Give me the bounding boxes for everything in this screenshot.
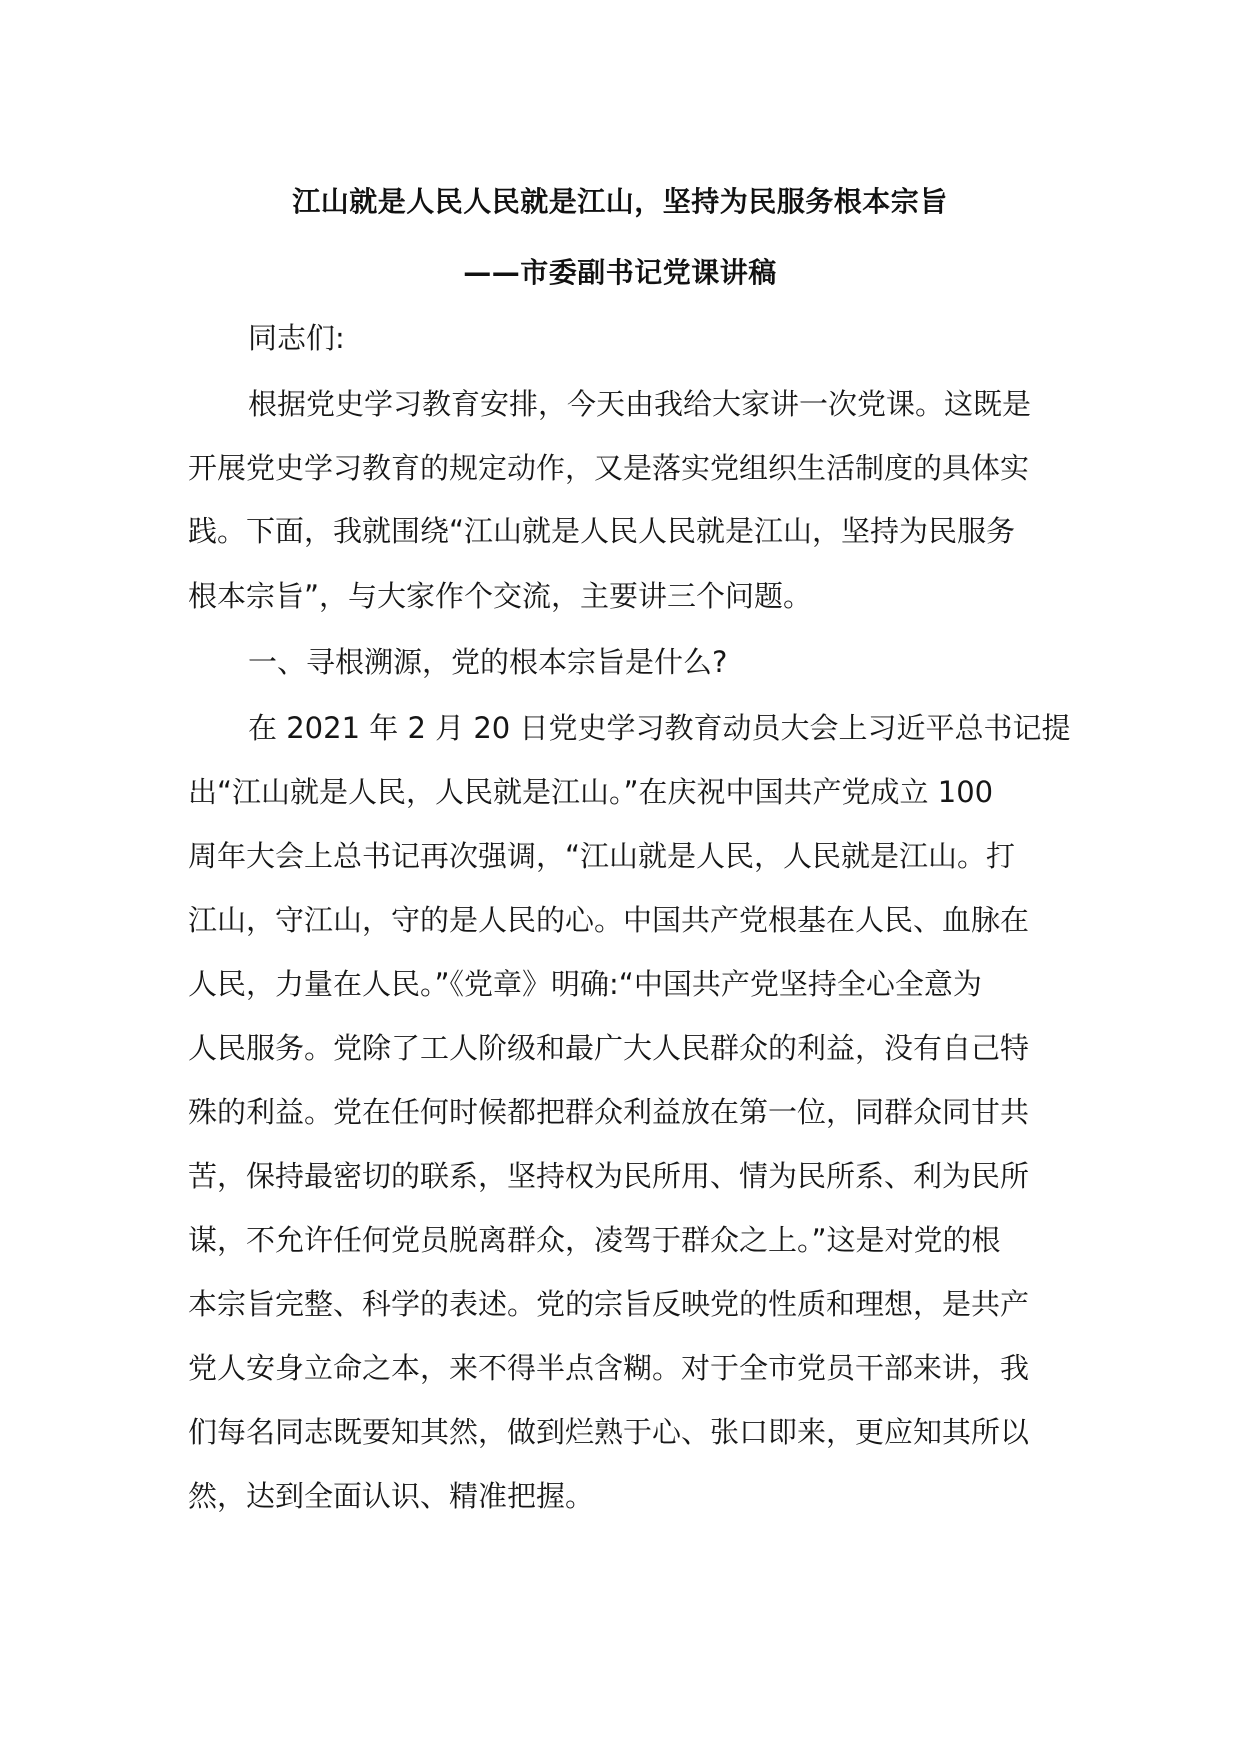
paragraph-line: 谋，不允许任何党员脱离群众，凌驾于群众之上。”这是对党的根 <box>188 1223 1001 1257</box>
paragraph-line: 践。下面，我就围绕“江山就是人民人民就是江山，坚持为民服务 <box>188 514 1016 548</box>
paragraph-line: 苦，保持最密切的联系，坚持权为民所用、情为民所系、利为民所 <box>188 1159 1030 1193</box>
paragraph-line: 本宗旨完整、科学的表述。党的宗旨反映党的性质和理想，是共产 <box>188 1287 1030 1321</box>
salutation-line: 同志们: <box>248 321 345 355</box>
paragraph-line: 根本宗旨”，与大家作个交流，主要讲三个问题。 <box>188 579 813 613</box>
paragraph-line: 们每名同志既要知其然，做到烂熟于心、张口即来，更应知其所以 <box>188 1415 1030 1449</box>
paragraph-line: 人民，力量在人民。”《党章》明确:“中国共产党坚持全心全意为 <box>188 967 982 1001</box>
document-subtitle: ——市委副书记党课讲稿 <box>463 256 777 289</box>
paragraph-line: 人民服务。党除了工人阶级和最广大人民群众的利益，没有自己特 <box>188 1031 1030 1065</box>
paragraph-line: 江山，守江山，守的是人民的心。中国共产党根基在人民、血脉在 <box>188 903 1030 937</box>
document-title: 江山就是人民人民就是江山，坚持为民服务根本宗旨 <box>292 185 948 218</box>
paragraph-line: 殊的利益。党在任何时候都把群众利益放在第一位，同群众同甘共 <box>188 1095 1030 1129</box>
section-heading: 一、寻根溯源，党的根本宗旨是什么? <box>248 645 728 679</box>
paragraph-line: 党人安身立命之本，来不得半点含糊。对于全市党员干部来讲，我 <box>188 1351 1030 1385</box>
paragraph-line: 根据党史学习教育安排，今天由我给大家讲一次党课。这既是 <box>248 387 1032 421</box>
paragraph-line: 开展党史学习教育的规定动作，又是落实党组织生活制度的具体实 <box>188 451 1030 485</box>
paragraph-line: 周年大会上总书记再次强调，“江山就是人民，人民就是江山。打 <box>188 839 1016 873</box>
paragraph-line: 在 2021 年 2 月 20 日党史学习教育动员大会上习近平总书记提 <box>248 711 1071 745</box>
paragraph-line: 然，达到全面认识、精准把握。 <box>188 1479 595 1513</box>
paragraph-line: 出“江山就是人民，人民就是江山。”在庆祝中国共产党成立 100 <box>188 775 994 809</box>
